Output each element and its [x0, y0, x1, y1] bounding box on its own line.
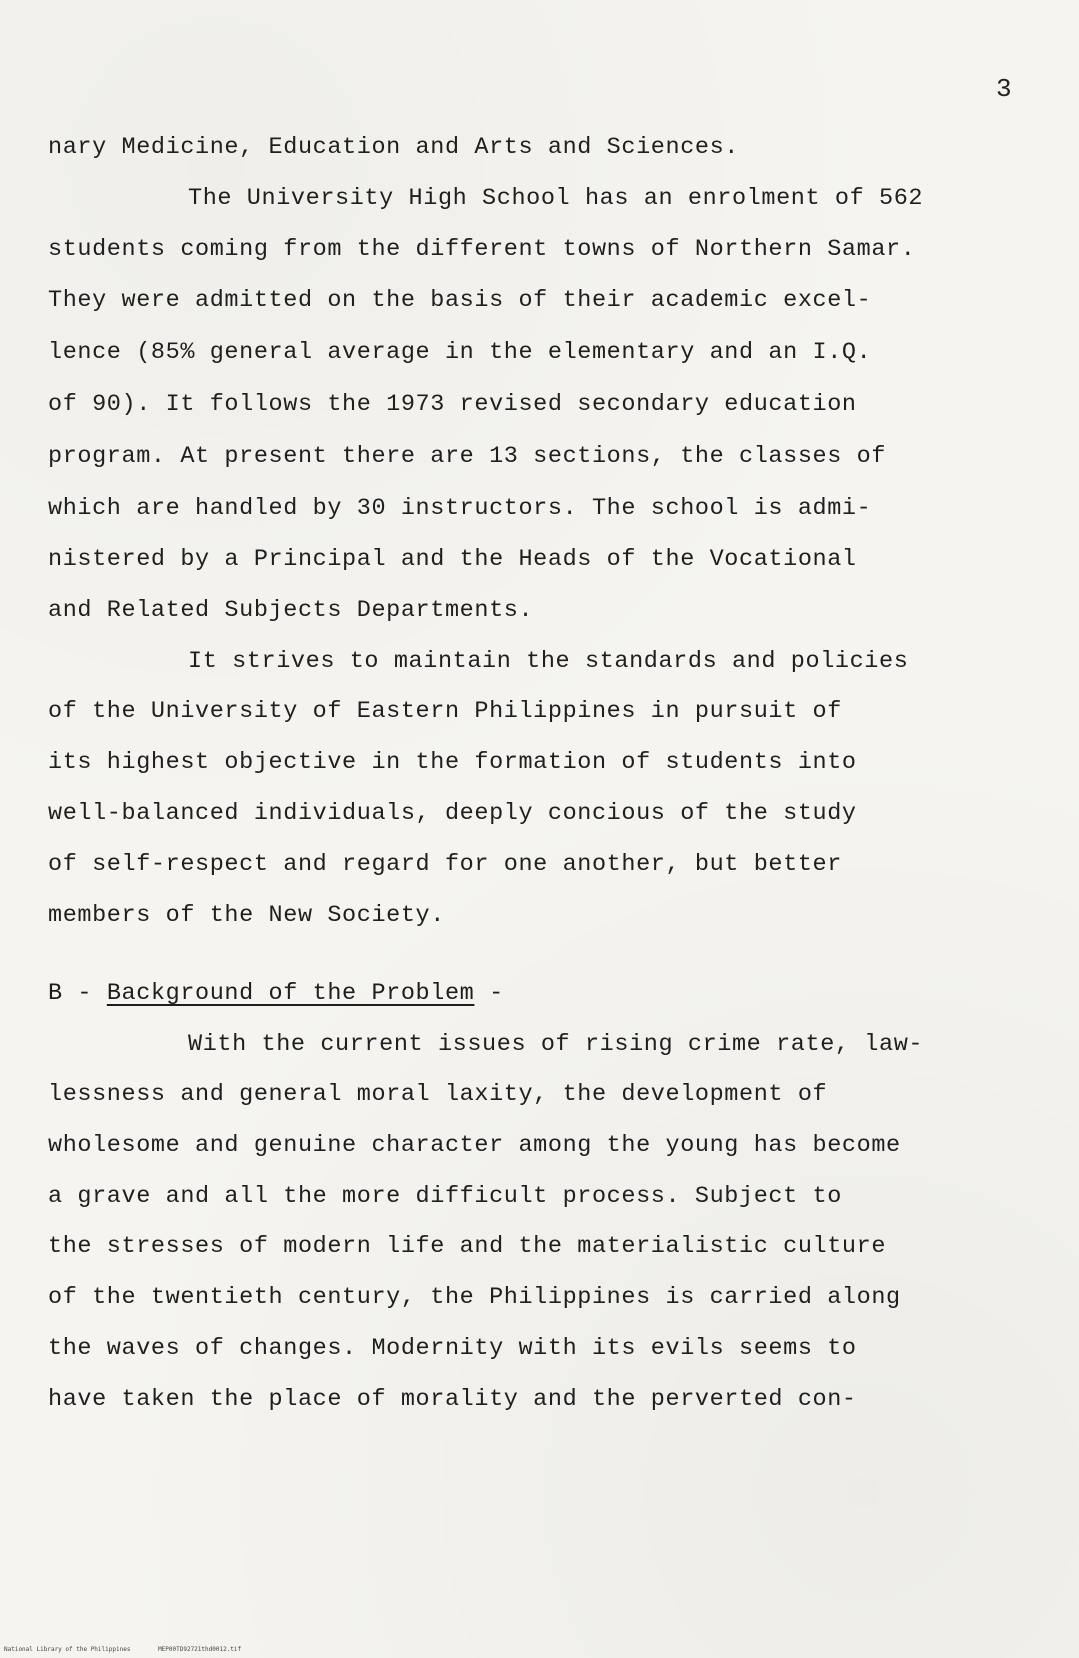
text-line: With the current issues of rising crime rate, law- — [188, 1031, 924, 1058]
text-line: lence (85% general average in the elementary and an I.Q. — [48, 339, 872, 366]
text-line: of the twentieth century, the Philippines is carried along — [48, 1284, 901, 1311]
section-heading — [48, 980, 504, 1007]
text-line: students coming from the different towns of Northern Samar. — [48, 236, 916, 263]
text-line: well-balanced individuals, deeply concious of the study — [48, 800, 857, 827]
text-line: its highest objective in the formation of students into — [48, 749, 857, 776]
text-line: which are handled by 30 instructors. The school is admi- — [48, 495, 872, 522]
text-line: have taken the place of morality and the perverted con- — [48, 1386, 857, 1413]
text-line: of self-respect and regard for one another, but better — [48, 851, 842, 878]
page-number: 3 — [996, 74, 1012, 104]
section-prefix: B - — [48, 980, 93, 1007]
text-line: the waves of changes. Modernity with its evils seems to — [48, 1335, 857, 1362]
text-line: lessness and general moral laxity, the development of — [48, 1081, 828, 1108]
text-line: nistered by a Principal and the Heads of the Vocational — [48, 546, 857, 573]
text-line: and Related Subjects Departments. — [48, 597, 534, 624]
section-title: Background of the Problem — [106, 980, 475, 1007]
text-line: They were admitted on the basis of their academic excel- — [48, 287, 872, 314]
text-line: nary Medicine, Education and Arts and Sciences. — [48, 134, 740, 161]
text-line: members of the New Society. — [48, 902, 445, 929]
text-line: wholesome and genuine character among the young has become — [48, 1132, 901, 1159]
footer-library: National Library of the Philippines — [4, 1646, 131, 1653]
section-suffix: - — [489, 980, 504, 1007]
text-line: The University High School has an enrolment of 562 — [188, 185, 924, 212]
text-line: a grave and all the more difficult process. Subject to — [48, 1183, 842, 1210]
text-line: It strives to maintain the standards and policies — [188, 648, 909, 675]
text-line: the stresses of modern life and the materialistic culture — [48, 1233, 887, 1260]
text-line: of 90). It follows the 1973 revised secondary education — [48, 391, 857, 418]
text-line: of the University of Eastern Philippines in pursuit of — [48, 698, 842, 725]
scan-footer — [4, 1646, 265, 1653]
text-line: program. At present there are 13 sections, the classes of — [48, 443, 887, 470]
footer-file: MEP00TD92721thd0012.tif — [158, 1646, 242, 1653]
